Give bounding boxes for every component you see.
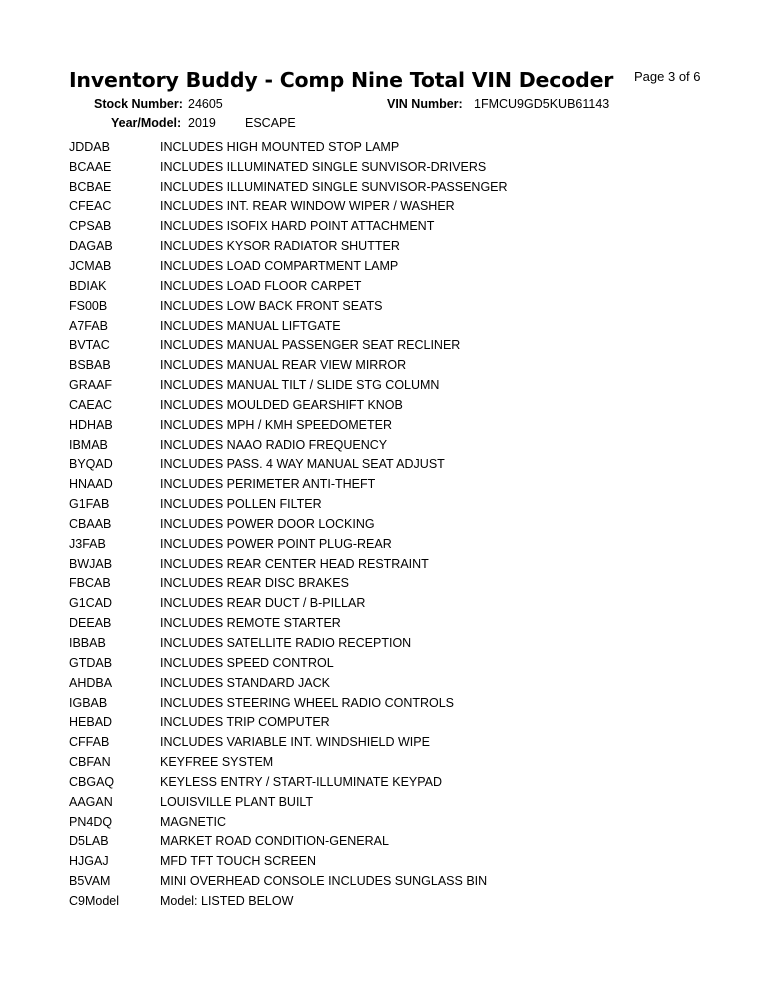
option-code: CBAAB (69, 516, 112, 531)
option-code: A7FAB (69, 318, 108, 333)
option-description: INCLUDES LOW BACK FRONT SEATS (160, 298, 383, 313)
option-code: C9Model (69, 893, 120, 908)
option-code: FS00B (69, 298, 108, 313)
option-code: HDHAB (69, 417, 113, 432)
option-code: JCMAB (69, 258, 112, 273)
option-description: MAGNETIC (160, 814, 226, 829)
option-row (69, 574, 749, 594)
option-row (69, 316, 749, 336)
option-row (69, 673, 749, 693)
option-row (69, 732, 749, 752)
option-code: HJGAJ (69, 854, 109, 869)
option-row (69, 891, 749, 911)
option-description: INCLUDES SATELLITE RADIO RECEPTION (160, 636, 412, 651)
option-description: INCLUDES STEERING WHEEL RADIO CONTROLS (160, 695, 455, 710)
year-value: 2019 (188, 116, 216, 130)
option-row (69, 712, 749, 732)
option-code: IBBAB (69, 636, 106, 651)
option-row (69, 534, 749, 554)
option-description: INCLUDES POLLEN FILTER (160, 497, 322, 512)
option-description: INCLUDES MOULDED GEARSHIFT KNOB (160, 397, 403, 412)
model-value: ESCAPE (245, 116, 296, 130)
option-code: BCAAE (69, 159, 112, 174)
option-description: INCLUDES ILLUMINATED SINGLE SUNVISOR-DRIVERS (160, 159, 487, 174)
option-code: BVTAC (69, 338, 110, 353)
option-description: INCLUDES REMOTE STARTER (160, 616, 341, 631)
option-row (69, 792, 749, 812)
option-row (69, 752, 749, 772)
option-description: INCLUDES TRIP COMPUTER (160, 715, 330, 730)
option-code: CAEAC (69, 397, 113, 412)
option-description: INCLUDES REAR DUCT / B-PILLAR (160, 596, 366, 611)
option-code: CBFAN (69, 755, 111, 770)
vin-value: 1FMCU9GD5KUB61143 (474, 97, 610, 111)
option-row (69, 832, 749, 852)
option-code: DEEAB (69, 616, 112, 631)
option-row (69, 256, 749, 276)
option-row (69, 593, 749, 613)
option-description: KEYFREE SYSTEM (160, 755, 274, 770)
option-code: G1FAB (69, 497, 110, 512)
option-row (69, 812, 749, 832)
option-description: LOUISVILLE PLANT BUILT (160, 794, 314, 809)
option-row (69, 633, 749, 653)
option-row (69, 197, 749, 217)
option-code: GTDAB (69, 655, 113, 670)
option-code: G1CAD (69, 596, 113, 611)
option-code: CPSAB (69, 219, 112, 234)
option-code: HEBAD (69, 715, 113, 730)
option-row (69, 455, 749, 475)
option-row (69, 355, 749, 375)
option-row (69, 335, 749, 355)
page-number: Page 3 of 6 (634, 69, 701, 84)
option-row (69, 554, 749, 574)
option-code: FBCAB (69, 576, 111, 591)
option-description: INCLUDES ILLUMINATED SINGLE SUNVISOR-PASSENGER (160, 179, 508, 194)
option-description: INCLUDES KYSOR RADIATOR SHUTTER (160, 239, 400, 254)
stock-number-value: 24605 (188, 97, 223, 111)
option-code: BDIAK (69, 278, 107, 293)
option-description: INCLUDES STANDARD JACK (160, 675, 330, 690)
option-code: BYQAD (69, 457, 113, 472)
option-description: INCLUDES HIGH MOUNTED STOP LAMP (160, 139, 400, 154)
option-description: INCLUDES LOAD FLOOR CARPET (160, 278, 362, 293)
option-row (69, 276, 749, 296)
option-description: INCLUDES INT. REAR WINDOW WIPER / WASHER (160, 199, 455, 214)
option-code: IGBAB (69, 695, 108, 710)
option-row (69, 772, 749, 792)
option-description: INCLUDES MANUAL PASSENGER SEAT RECLINER (160, 338, 461, 353)
option-description: Model: LISTED BELOW (160, 893, 294, 908)
option-description: INCLUDES LOAD COMPARTMENT LAMP (160, 258, 399, 273)
option-row (69, 871, 749, 891)
option-row (69, 494, 749, 514)
option-row (69, 296, 749, 316)
option-row (69, 177, 749, 197)
option-row (69, 613, 749, 633)
option-description: INCLUDES ISOFIX HARD POINT ATTACHMENT (160, 219, 435, 234)
option-row (69, 474, 749, 494)
option-description: INCLUDES NAAO RADIO FREQUENCY (160, 437, 388, 452)
option-row (69, 415, 749, 435)
option-code: HNAAD (69, 477, 113, 492)
option-description: INCLUDES REAR DISC BRAKES (160, 576, 349, 591)
option-description: INCLUDES SPEED CONTROL (160, 655, 334, 670)
option-description: INCLUDES MANUAL LIFTGATE (160, 318, 341, 333)
option-code: BSBAB (69, 358, 111, 373)
vin-label: VIN Number: (387, 97, 463, 111)
option-description: INCLUDES POWER POINT PLUG-REAR (160, 536, 392, 551)
option-code: CBGAQ (69, 774, 115, 789)
option-description: INCLUDES PERIMETER ANTI-THEFT (160, 477, 376, 492)
option-row (69, 435, 749, 455)
option-row (69, 395, 749, 415)
option-description: INCLUDES POWER DOOR LOCKING (160, 516, 375, 531)
option-description: KEYLESS ENTRY / START-ILLUMINATE KEYPAD (160, 774, 443, 789)
option-code: CFEAC (69, 199, 112, 214)
option-description: MINI OVERHEAD CONSOLE INCLUDES SUNGLASS BIN (160, 874, 488, 889)
option-row (69, 851, 749, 871)
option-code: BWJAB (69, 556, 113, 571)
option-row (69, 137, 749, 157)
option-code: JDDAB (69, 139, 110, 154)
option-description: INCLUDES MPH / KMH SPEEDOMETER (160, 417, 392, 432)
option-description: INCLUDES REAR CENTER HEAD RESTRAINT (160, 556, 429, 571)
option-row (69, 157, 749, 177)
option-description: INCLUDES MANUAL REAR VIEW MIRROR (160, 358, 407, 373)
option-row (69, 653, 749, 673)
option-code: B5VAM (69, 874, 111, 889)
option-code: GRAAF (69, 378, 113, 393)
option-row (69, 693, 749, 713)
option-code: AHDBA (69, 675, 113, 690)
option-description: MARKET ROAD CONDITION-GENERAL (160, 834, 389, 849)
option-row (69, 236, 749, 256)
option-row (69, 514, 749, 534)
option-code: J3FAB (69, 536, 106, 551)
option-description: INCLUDES PASS. 4 WAY MANUAL SEAT ADJUST (160, 457, 445, 472)
option-code: BCBAE (69, 179, 112, 194)
stock-number-label: Stock Number: (94, 97, 183, 111)
year-model-label: Year/Model: (111, 116, 182, 130)
page-title: Inventory Buddy - Comp Nine Total VIN Decoder (69, 68, 614, 92)
option-code: DAGAB (69, 239, 113, 254)
option-row (69, 216, 749, 236)
option-list (69, 137, 749, 911)
option-code: AAGAN (69, 794, 113, 809)
option-description: MFD TFT TOUCH SCREEN (160, 854, 317, 869)
option-description: INCLUDES VARIABLE INT. WINDSHIELD WIPE (160, 735, 430, 750)
option-description: INCLUDES MANUAL TILT / SLIDE STG COLUMN (160, 378, 440, 393)
option-row (69, 375, 749, 395)
option-code: D5LAB (69, 834, 109, 849)
option-code: CFFAB (69, 735, 110, 750)
option-code: IBMAB (69, 437, 108, 452)
option-code: PN4DQ (69, 814, 113, 829)
